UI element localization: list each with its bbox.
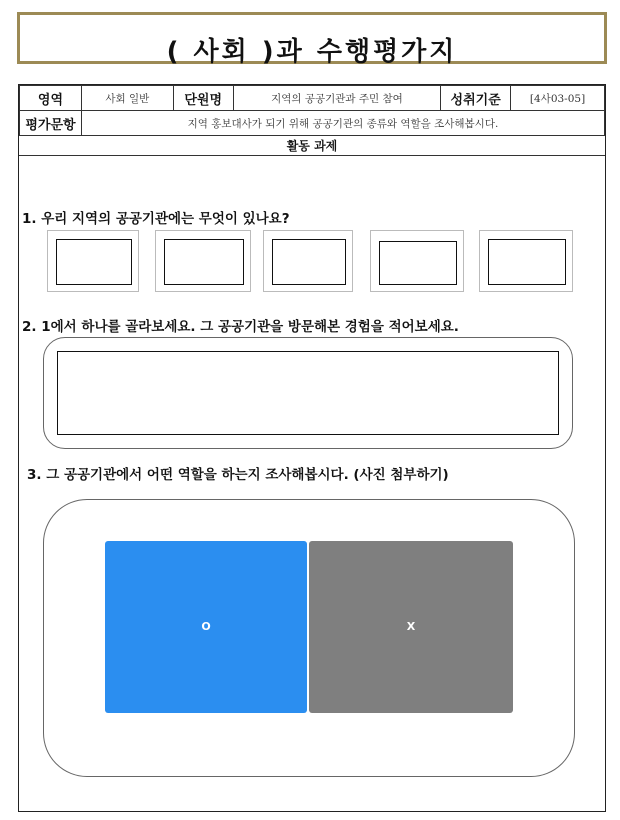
answer-box-3-inner (272, 239, 346, 285)
worksheet (18, 84, 606, 812)
answer-box-4[interactable] (370, 230, 464, 292)
area-value: 사회 일반 (81, 86, 173, 111)
info-table (19, 85, 605, 136)
answer-box-5-inner (488, 239, 566, 285)
standard-label: 성취기준 (441, 86, 511, 111)
experience-textarea[interactable] (57, 351, 559, 435)
title-box (17, 12, 607, 67)
question-3: 3. 그 공공기관에서 어떤 역할을 하는지 조사해봅시다. (사진 첨부하기) (27, 467, 449, 483)
page-title: ( 사회 )과 수행평가지 (166, 37, 458, 67)
answer-box-4-inner (379, 241, 457, 285)
answer-box-1-inner (56, 239, 132, 285)
answer-box-2[interactable] (155, 230, 251, 292)
activity-heading: 활동 과제 (19, 137, 605, 156)
area-label: 영역 (20, 86, 82, 111)
answer-box-3[interactable] (263, 230, 353, 292)
unit-value: 지역의 공공기관과 주민 참여 (233, 86, 441, 111)
question-1: 1. 우리 지역의 공공기관에는 무엇이 있나요? (22, 211, 290, 227)
info-row-2 (20, 111, 605, 136)
o-button[interactable]: O (105, 541, 307, 713)
answer-box-1[interactable] (47, 230, 139, 292)
experience-frame (43, 337, 573, 449)
answer-box-5[interactable] (479, 230, 573, 292)
answer-box-2-inner (164, 239, 244, 285)
question-2: 2. 1에서 하나를 골라보세요. 그 공공기관을 방문해본 경험을 적어보세요. (22, 319, 459, 335)
info-row-1 (20, 86, 605, 111)
x-button[interactable]: X (309, 541, 513, 713)
standard-value: [4사03-05] (511, 86, 605, 111)
eval-value: 지역 홍보대사가 되기 위해 공공기관의 종류와 역할을 조사해봅시다. (81, 111, 604, 136)
unit-label: 단원명 (173, 86, 233, 111)
eval-label: 평가문항 (20, 111, 82, 136)
